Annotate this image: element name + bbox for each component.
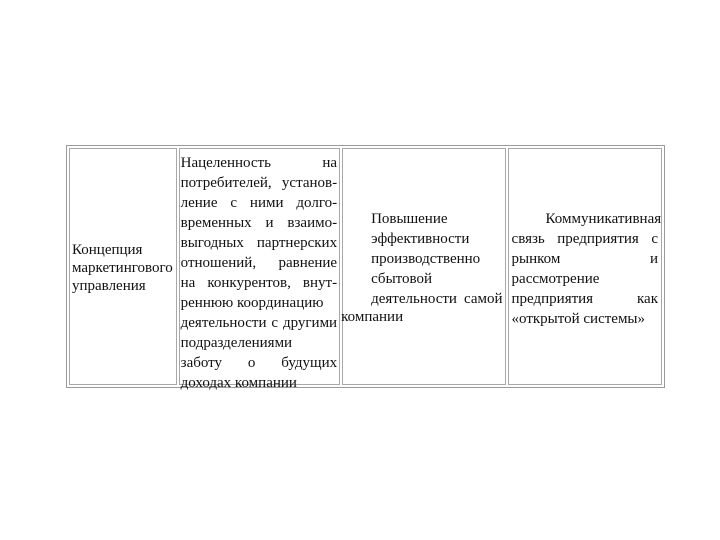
text-line: сбытовой: [371, 271, 433, 287]
text-line: эффективности: [371, 231, 470, 247]
table-cell-concept-name: [69, 148, 177, 385]
text-line: рынком и: [511, 251, 658, 267]
text-line: выгодных партнерских: [180, 235, 338, 251]
text-line: отношений, равнение: [180, 255, 338, 271]
text-line: деятельности с другими: [180, 315, 338, 331]
text-line: деятельности самой: [371, 291, 503, 307]
text-line: Повышение: [371, 211, 448, 227]
text-line: ление с ними долго-: [180, 195, 338, 211]
text-line: Коммуникативная: [545, 211, 662, 227]
cell-text: [180, 153, 339, 393]
cell-text: [72, 241, 174, 295]
cell-text: [371, 209, 502, 309]
table-cell-description: [179, 148, 340, 391]
text-line: «открытой системы»: [511, 311, 646, 327]
text-line: подразделениями: [180, 335, 293, 351]
cell-text: [511, 209, 662, 329]
text-line: потребителей, установ-: [180, 175, 338, 191]
text-line: компании: [341, 309, 404, 325]
text-line: управления: [72, 278, 146, 294]
text-line: маркетингового: [72, 260, 173, 276]
concept-table: [66, 145, 665, 391]
table-row: [69, 148, 662, 391]
text-line: реннюю координацию: [180, 295, 324, 311]
text-line: на конкурентов, внут-: [180, 275, 338, 291]
text-line: заботу о будущих: [180, 355, 338, 371]
table-cell-goal: [342, 148, 505, 385]
text-line: временных и взаимо-: [180, 215, 338, 231]
table-cell-approach: [508, 148, 662, 385]
text-line: рассмотрение: [511, 271, 600, 287]
text-line: связь предприятия с: [511, 231, 658, 247]
text-line: Концепция: [72, 242, 143, 258]
text-line: Нацеленность на: [180, 155, 338, 171]
text-line: производственно: [371, 251, 481, 267]
text-line: предприятия как: [511, 291, 658, 307]
text-line: доходах компании: [180, 375, 297, 391]
